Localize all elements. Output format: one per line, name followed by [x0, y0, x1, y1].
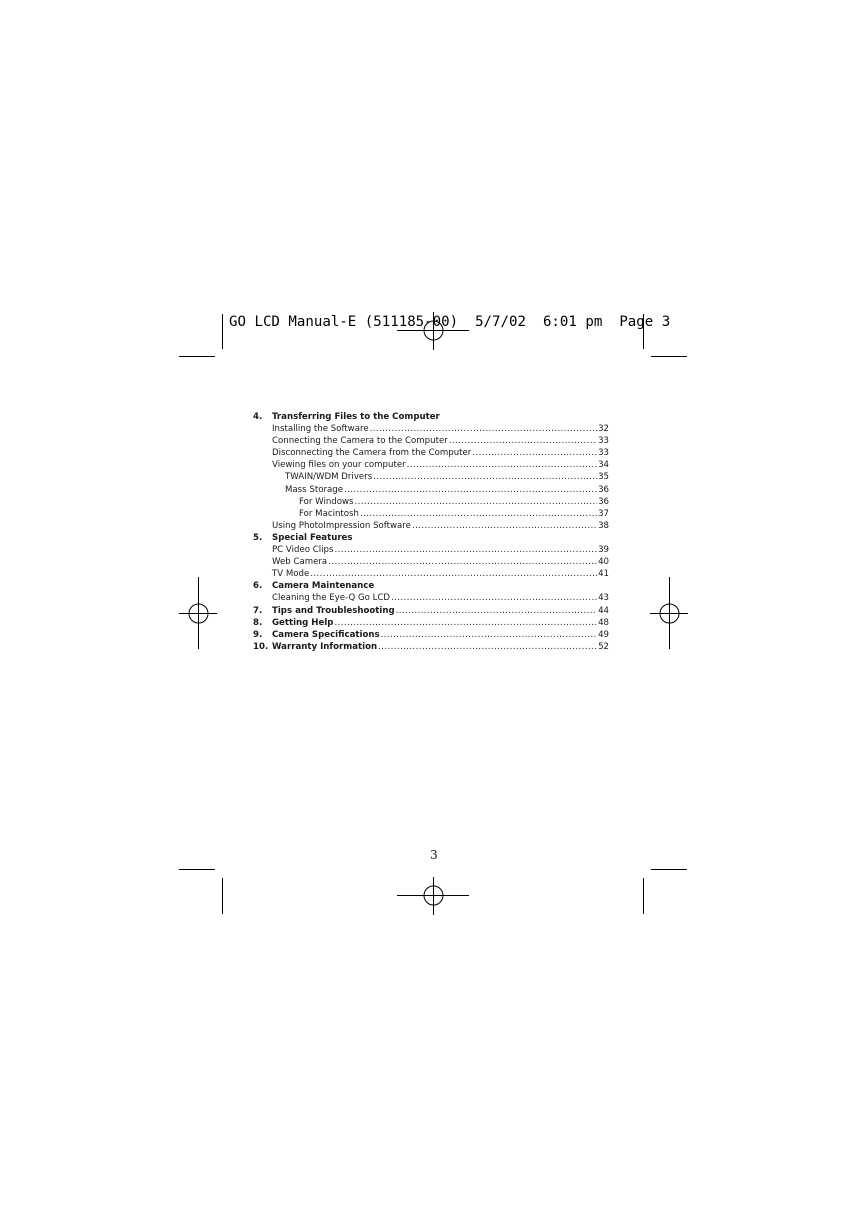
toc-title: TWAIN/WDM Drivers: [285, 472, 373, 483]
toc-entry-row: [253, 423, 609, 435]
toc-leader: [391, 592, 597, 604]
crop-mark-top-left-vertical: [222, 314, 223, 349]
crop-mark-bottom-right-horizontal: [651, 869, 687, 870]
crop-mark-top-right-horizontal: [651, 356, 687, 357]
toc-page: 37: [598, 508, 609, 519]
toc-number: 6.: [253, 581, 263, 592]
toc-title: Mass Storage: [285, 484, 343, 495]
toc-leader: [355, 496, 598, 508]
toc-title: Installing the Software: [272, 424, 369, 435]
toc-title: Warranty Information: [272, 641, 378, 652]
toc-entry-row: [253, 435, 609, 447]
toc-entry-row: [253, 556, 609, 568]
toc-leader: [381, 629, 597, 641]
toc-number: 8.: [253, 617, 263, 628]
toc-section-row: [253, 605, 609, 617]
toc-section-row: [253, 617, 609, 629]
toc-section-row: [253, 629, 609, 641]
toc-leader: [344, 484, 597, 496]
registration-mark-bottom-icon: [397, 877, 469, 915]
toc-entry-row: [253, 459, 609, 471]
toc-title: Getting Help: [272, 617, 334, 628]
toc-number: 7.: [253, 605, 263, 616]
crop-mark-bottom-left-vertical: [222, 878, 223, 914]
toc-page: 49: [598, 629, 609, 640]
toc-title: Tips and Troubleshooting: [272, 605, 395, 616]
toc-page: 35: [598, 472, 609, 483]
toc-leader: [360, 508, 597, 520]
toc-entry-row: [253, 471, 609, 483]
toc-page: 34: [598, 460, 609, 471]
toc-title: Cleaning the Eye-Q Go LCD: [272, 593, 391, 604]
toc-title: Camera Specifications: [272, 629, 380, 640]
toc-entry-row: [253, 496, 609, 508]
toc-section-row: [253, 641, 609, 653]
toc-entry-row: [253, 484, 609, 496]
toc-page: 48: [598, 617, 609, 628]
table-of-contents: [253, 411, 609, 653]
toc-number: 5.: [253, 532, 263, 543]
toc-title: For Macintosh: [299, 508, 359, 519]
toc-title: Web Camera: [272, 557, 328, 568]
toc-leader: [449, 435, 597, 447]
toc-page: 32: [598, 424, 609, 435]
toc-title: Disconnecting the Camera from the Computer: [272, 448, 472, 459]
toc-leader: [334, 617, 597, 629]
toc-leader: [328, 556, 597, 568]
toc-title: Using PhotoImpression Software: [272, 520, 411, 531]
registration-mark-right-icon: [650, 577, 688, 649]
toc-section-row: [253, 532, 609, 544]
toc-title: Camera Maintenance: [272, 581, 375, 592]
toc-leader: [334, 544, 597, 556]
toc-leader: [472, 447, 597, 459]
toc-entry-row: [253, 568, 609, 580]
toc-leader: [310, 568, 597, 580]
toc-page: 52: [598, 641, 609, 652]
toc-entry-row: [253, 508, 609, 520]
toc-leader: [396, 605, 597, 617]
toc-title: PC Video Clips: [272, 545, 334, 556]
toc-page: 38: [598, 520, 609, 531]
toc-page: 33: [598, 448, 609, 459]
toc-page: 33: [598, 436, 609, 447]
toc-number: 9.: [253, 629, 263, 640]
toc-leader: [370, 423, 597, 435]
toc-number: 4.: [253, 412, 263, 422]
toc-title: Connecting the Camera to the Computer: [272, 436, 448, 447]
toc-title: Viewing files on your computer: [272, 460, 406, 471]
toc-entry-row: [253, 592, 609, 604]
toc-leader: [412, 520, 597, 532]
toc-page: 36: [598, 496, 609, 507]
toc-entry-row: [253, 520, 609, 532]
toc-section-row: [253, 580, 609, 592]
toc-page: 41: [598, 569, 609, 580]
toc-page: 40: [598, 557, 609, 568]
page-number: 3: [430, 848, 438, 862]
toc-page: 39: [598, 545, 609, 556]
toc-page: 36: [598, 484, 609, 495]
toc-number: 10.: [253, 641, 269, 652]
registration-mark-left-icon: [179, 577, 217, 649]
toc-leader: [378, 641, 597, 653]
toc-page: 43: [598, 593, 609, 604]
toc-page: 44: [598, 605, 609, 616]
toc-entry-row: [253, 447, 609, 459]
toc-leader: [373, 471, 597, 483]
crop-mark-top-left-horizontal: [179, 356, 215, 357]
crop-mark-bottom-left-horizontal: [179, 869, 215, 870]
toc-section-row: [253, 411, 609, 423]
crop-mark-bottom-right-vertical: [643, 878, 644, 914]
toc-leader: [407, 459, 597, 471]
toc-title: Transferring Files to the Computer: [272, 412, 440, 422]
toc-title: TV Mode: [272, 569, 310, 580]
toc-title: Special Features: [272, 532, 353, 543]
toc-title: For Windows: [299, 496, 354, 507]
print-slug: GO LCD Manual-E (511185-00) 5/7/02 6:01 pm Page 3: [229, 314, 671, 330]
toc-entry-row: [253, 544, 609, 556]
